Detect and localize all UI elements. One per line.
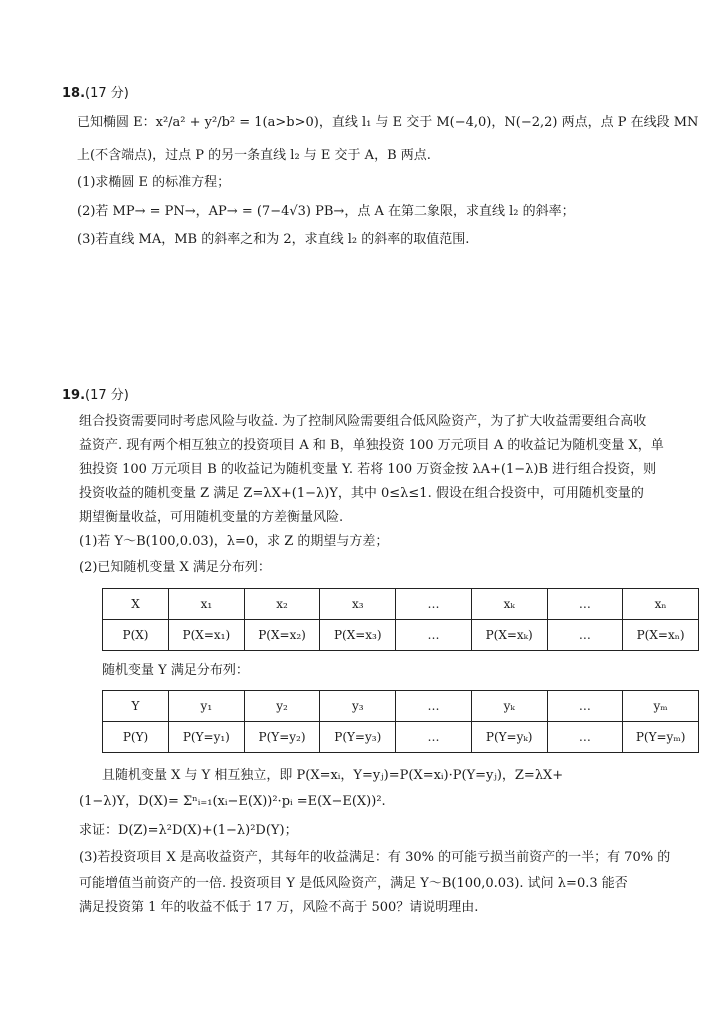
table-cell: X — [103, 589, 169, 620]
problem-19-number: 19.(17 分) — [62, 388, 129, 403]
p19-q2: (2)已知随机变量 X 满足分布列： — [79, 560, 271, 575]
table-cell: … — [547, 691, 623, 722]
table-cell: … — [396, 691, 472, 722]
table-cell: … — [547, 620, 623, 651]
table-cell: y₁ — [169, 691, 245, 722]
table-cell: P(Y=yₘ) — [623, 722, 699, 753]
table-cell: P(X=x₃) — [320, 620, 396, 651]
p19-y-label: 随机变量 Y 满足分布列： — [102, 663, 249, 678]
table-row — [103, 691, 699, 722]
p18-q2: (2)若 MP→ = PN→，AP→ = (7−4√3) PB→，点 A 在第二象限，求直线 l₂ 的斜率； — [77, 204, 575, 219]
table-cell: P(Y=yₖ) — [471, 722, 547, 753]
table-cell: yₖ — [471, 691, 547, 722]
table-cell: P(X=x₂) — [244, 620, 320, 651]
p19-q3-line-2: 可能增值当前资产的一倍. 投资项目 Y 是低风险资产，满足 Y～B(100,0.03). 试问 λ=0.3 能否 — [79, 876, 628, 891]
table-cell: P(X=x₁) — [169, 620, 245, 651]
table-cell: P(X=xₖ) — [471, 620, 547, 651]
p19-intro-1: 组合投资需要同时考虑风险与收益. 为了控制风险需要组合低风险资产，为了扩大收益需要组合高收 — [79, 414, 647, 429]
p19-prove: 求证：D(Z)=λ²D(X)+(1−λ)²D(Y)； — [79, 823, 298, 838]
table-cell: … — [396, 589, 472, 620]
table-cell: P(X) — [103, 620, 169, 651]
table-cell: … — [396, 620, 472, 651]
p19-variance-def: (1−λ)Y，D(X)= Σⁿᵢ₌₁(xᵢ−E(X))²·pᵢ =E(X−E(X))². — [79, 794, 386, 809]
p19-intro-4: 投资收益的随机变量 Z 满足 Z=λX+(1−λ)Y，其中 0≤λ≤1. 假设在组合投资中，可用随机变量的 — [79, 486, 644, 501]
p19-intro-3: 独投资 100 万元项目 B 的收益记为随机变量 Y. 若将 100 万资金按 λA+(1−λ)B 进行组合投资，则 — [79, 462, 657, 477]
p18-line-2: 上(不含端点)，过点 P 的另一条直线 l₂ 与 E 交于 A，B 两点. — [77, 148, 431, 163]
table-cell: yₘ — [623, 691, 699, 722]
table-row — [103, 722, 699, 753]
problem-18-number: 18.(17 分) — [62, 86, 129, 101]
table-cell: y₂ — [244, 691, 320, 722]
table-cell: … — [547, 589, 623, 620]
table-cell: xₖ — [471, 589, 547, 620]
table-cell: x₁ — [169, 589, 245, 620]
p19-q3-line-1: (3)若投资项目 X 是高收益资产，其每年的收益满足：有 30% 的可能亏损当前资产的一半；有 70% 的 — [79, 850, 671, 865]
p18-line-1: 已知椭圆 E：x²/a² + y²/b² = 1(a>b>0)，直线 l₁ 与 E 交于 M(−4,0)，N(−2,2) 两点，点 P 在线段 MN — [77, 115, 699, 130]
table-cell: P(Y) — [103, 722, 169, 753]
p19-independence-line: 且随机变量 X 与 Y 相互独立，即 P(X=xᵢ，Y=yⱼ)=P(X=xᵢ)·P(Y=yⱼ)，Z=λX+ — [102, 768, 564, 783]
table-cell: P(X=xₙ) — [623, 620, 699, 651]
table-cell: x₂ — [244, 589, 320, 620]
p19-intro-2: 益资产. 现有两个相互独立的投资项目 A 和 B，单独投资 100 万元项目 A 的收益记为随机变量 X，单 — [79, 438, 664, 453]
p19-q3-line-3: 满足投资第 1 年的收益不低于 17 万，风险不高于 500？请说明理由. — [79, 900, 479, 915]
table-cell: … — [396, 722, 472, 753]
table-row — [103, 620, 699, 651]
y-distribution-table — [102, 690, 699, 753]
p18-q3: (3)若直线 MA，MB 的斜率之和为 2，求直线 l₂ 的斜率的取值范围. — [77, 232, 470, 247]
table-cell: xₙ — [623, 589, 699, 620]
table-cell: y₃ — [320, 691, 396, 722]
p19-intro-5: 期望衡量收益，可用随机变量的方差衡量风险. — [79, 510, 344, 525]
p18-q1: (1)求椭圆 E 的标准方程； — [77, 175, 231, 190]
p19-q1: (1)若 Y～B(100,0.03)，λ=0，求 Z 的期望与方差； — [79, 534, 389, 549]
table-cell: P(Y=y₃) — [320, 722, 396, 753]
table-cell: P(Y=y₁) — [169, 722, 245, 753]
table-cell: P(Y=y₂) — [244, 722, 320, 753]
table-cell: … — [547, 722, 623, 753]
table-cell: Y — [103, 691, 169, 722]
table-row — [103, 589, 699, 620]
table-cell: x₃ — [320, 589, 396, 620]
x-distribution-table — [102, 588, 699, 651]
